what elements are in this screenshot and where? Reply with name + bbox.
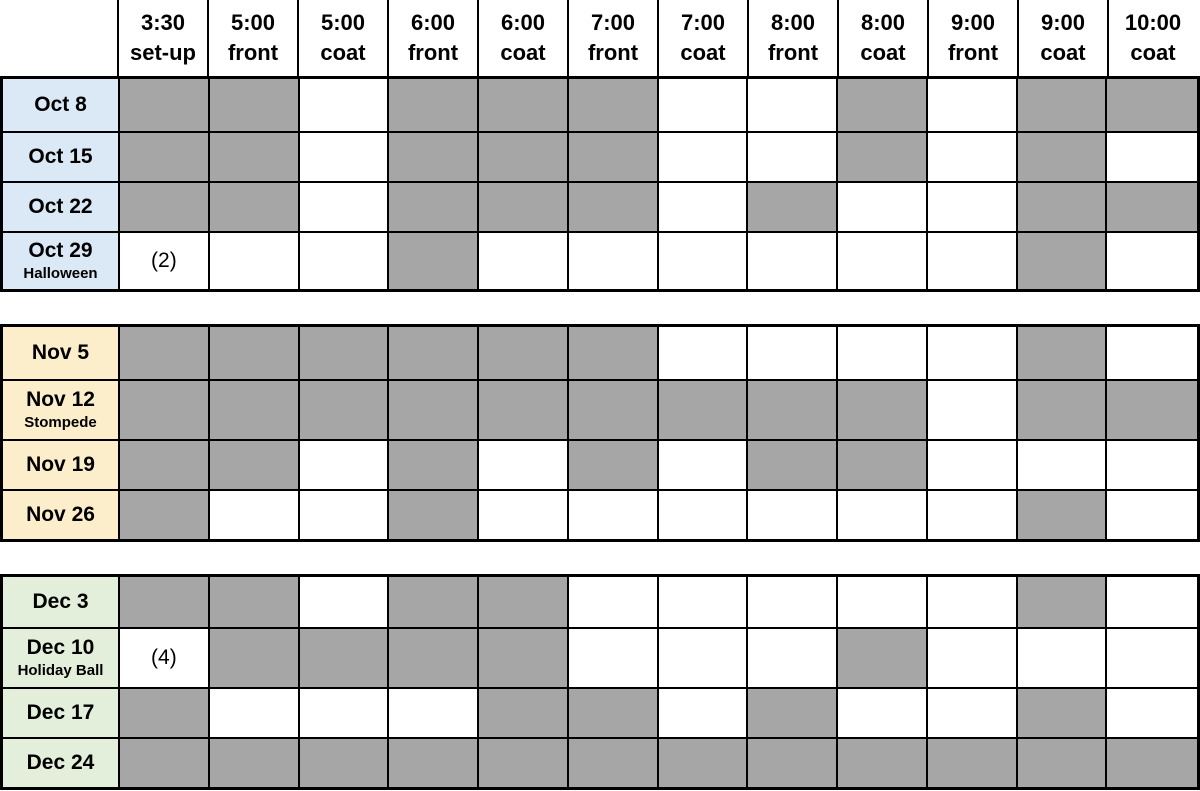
shift-cell-filled[interactable] — [569, 183, 659, 231]
column-time: 8:00 — [860, 10, 906, 35]
shift-cell-open[interactable] — [659, 183, 749, 231]
shift-cell-open[interactable] — [479, 233, 569, 289]
shift-cell-open[interactable] — [928, 381, 1018, 439]
shift-cell-filled[interactable] — [389, 233, 479, 289]
column-header — [297, 0, 387, 76]
shift-cell-open[interactable] — [1018, 441, 1108, 489]
event-name: Holiday Ball — [17, 662, 104, 679]
date-text: Nov 19 — [26, 453, 95, 476]
shift-cell-filled[interactable] — [389, 441, 479, 489]
shift-cell-filled[interactable] — [210, 577, 300, 627]
shift-cell-filled[interactable] — [120, 491, 210, 539]
date-label — [3, 491, 120, 539]
date-label — [3, 79, 120, 131]
column-time: 6:00 — [410, 10, 456, 35]
shift-cell-open[interactable] — [300, 441, 390, 489]
shift-cell-filled[interactable] — [1018, 689, 1108, 737]
date-label — [3, 233, 120, 289]
shift-cell-filled[interactable] — [120, 689, 210, 737]
shift-cell-filled[interactable] — [479, 739, 569, 787]
shift-cell-filled[interactable] — [569, 133, 659, 181]
shift-cell-filled[interactable] — [1018, 183, 1108, 231]
shift-cell-filled[interactable] — [1018, 133, 1108, 181]
shift-cell-open[interactable] — [928, 233, 1018, 289]
shift-cell-open[interactable] — [479, 491, 569, 539]
schedule-row — [3, 489, 1197, 539]
column-role: coat — [500, 40, 546, 65]
shift-cell-open[interactable] — [120, 629, 210, 687]
shift-cell-filled[interactable] — [120, 381, 210, 439]
shift-cell-filled[interactable] — [838, 133, 928, 181]
shift-cell-open[interactable] — [838, 491, 928, 539]
date-label — [3, 183, 120, 231]
shift-cell-open[interactable] — [838, 233, 928, 289]
shift-cell-filled[interactable] — [479, 327, 569, 379]
shift-cell-filled[interactable] — [210, 381, 300, 439]
column-header — [207, 0, 297, 76]
shift-cell-filled[interactable] — [210, 327, 300, 379]
date-text: Nov 12 — [26, 388, 95, 411]
shift-cell-open[interactable] — [659, 79, 749, 131]
shift-cell-filled[interactable] — [210, 79, 300, 131]
column-role: front — [767, 40, 819, 65]
month-section-dec — [0, 574, 1200, 790]
shift-cell-open[interactable] — [748, 577, 838, 627]
shift-cell-open[interactable] — [300, 183, 390, 231]
shift-cell-open[interactable] — [1107, 441, 1197, 489]
shift-cell-filled[interactable] — [1018, 79, 1108, 131]
shift-cell-filled[interactable] — [838, 441, 928, 489]
shift-cell-filled[interactable] — [1018, 577, 1108, 627]
date-text: Oct 29 — [28, 239, 93, 262]
shift-cell-open[interactable] — [838, 327, 928, 379]
column-header — [657, 0, 747, 76]
date-label — [3, 441, 120, 489]
date-label — [3, 381, 120, 439]
shift-cell-filled[interactable] — [389, 491, 479, 539]
shift-cell-open[interactable] — [748, 79, 838, 131]
date-label — [3, 327, 120, 379]
volunteer-count-note: (4) — [151, 646, 177, 669]
shift-cell-filled[interactable] — [389, 183, 479, 231]
date-text: Oct 15 — [28, 145, 93, 168]
column-time: 9:00 — [950, 10, 996, 35]
shift-cell-filled[interactable] — [210, 133, 300, 181]
shift-cell-filled[interactable] — [120, 79, 210, 131]
column-time: 10:00 — [1124, 10, 1182, 35]
shift-cell-filled[interactable] — [928, 739, 1018, 787]
column-role: front — [947, 40, 999, 65]
shift-cell-filled[interactable] — [1107, 183, 1197, 231]
shift-cell-filled[interactable] — [479, 577, 569, 627]
shift-cell-open[interactable] — [928, 441, 1018, 489]
column-time: 9:00 — [1040, 10, 1086, 35]
shift-cell-open[interactable] — [389, 689, 479, 737]
shift-cell-open[interactable] — [1107, 327, 1197, 379]
column-role: front — [407, 40, 459, 65]
schedule-row — [3, 379, 1197, 439]
shift-cell-filled[interactable] — [1107, 381, 1197, 439]
shift-cell-open[interactable] — [838, 577, 928, 627]
column-time: 7:00 — [680, 10, 726, 35]
column-header — [1017, 0, 1107, 76]
shift-cell-open[interactable] — [928, 689, 1018, 737]
shift-cell-open[interactable] — [300, 233, 390, 289]
shift-cell-filled[interactable] — [389, 133, 479, 181]
column-header — [837, 0, 927, 76]
date-label — [3, 689, 120, 737]
column-role: front — [227, 40, 279, 65]
shift-cell-filled[interactable] — [1018, 491, 1108, 539]
shift-cell-filled[interactable] — [479, 381, 569, 439]
shift-cell-filled[interactable] — [1018, 233, 1108, 289]
shift-cell-filled[interactable] — [748, 739, 838, 787]
shift-cell-filled[interactable] — [479, 79, 569, 131]
shift-cell-open[interactable] — [569, 491, 659, 539]
shift-cell-open[interactable] — [748, 233, 838, 289]
schedule-row — [3, 181, 1197, 231]
shift-cell-open[interactable] — [210, 491, 300, 539]
schedule-row — [3, 627, 1197, 687]
shift-cell-open[interactable] — [928, 183, 1018, 231]
date-label — [3, 577, 120, 627]
date-label — [3, 629, 120, 687]
column-time: 3:30 — [140, 10, 186, 35]
header-corner — [0, 0, 118, 76]
shift-cell-filled[interactable] — [120, 577, 210, 627]
shift-cell-filled[interactable] — [389, 381, 479, 439]
date-text: Nov 26 — [26, 503, 95, 526]
shift-cell-filled[interactable] — [210, 629, 300, 687]
shift-cell-filled[interactable] — [569, 689, 659, 737]
schedule-row — [3, 327, 1197, 379]
column-header-row — [0, 0, 1200, 76]
date-text: Dec 24 — [26, 751, 95, 774]
date-label — [3, 739, 120, 787]
column-header — [117, 0, 207, 76]
shift-cell-open[interactable] — [928, 491, 1018, 539]
shift-cell-filled[interactable] — [389, 739, 479, 787]
shift-cell-open[interactable] — [300, 689, 390, 737]
shift-cell-filled[interactable] — [479, 133, 569, 181]
shift-cell-open[interactable] — [300, 577, 390, 627]
shift-cell-filled[interactable] — [389, 79, 479, 131]
shift-cell-open[interactable] — [838, 183, 928, 231]
shift-cell-open[interactable] — [1018, 629, 1108, 687]
shift-cell-open[interactable] — [1107, 233, 1197, 289]
shift-cell-filled[interactable] — [838, 381, 928, 439]
schedule-row — [3, 231, 1197, 289]
shift-cell-filled[interactable] — [120, 441, 210, 489]
shift-cell-filled[interactable] — [838, 629, 928, 687]
column-time: 5:00 — [230, 10, 276, 35]
column-role: coat — [320, 40, 366, 65]
date-text: Dec 10 — [26, 636, 95, 659]
shift-cell-filled[interactable] — [1018, 381, 1108, 439]
shift-cell-open[interactable] — [838, 689, 928, 737]
shift-cell-filled[interactable] — [1107, 739, 1197, 787]
shift-cell-open[interactable] — [659, 491, 749, 539]
column-header — [567, 0, 657, 76]
shift-cell-open[interactable] — [748, 327, 838, 379]
shift-cell-open[interactable] — [210, 233, 300, 289]
shift-cell-open[interactable] — [928, 577, 1018, 627]
event-name: Stompede — [24, 414, 97, 431]
shift-cell-open[interactable] — [659, 689, 749, 737]
shift-cell-filled[interactable] — [120, 739, 210, 787]
column-role: coat — [680, 40, 726, 65]
column-time: 5:00 — [320, 10, 366, 35]
shift-cell-filled[interactable] — [210, 183, 300, 231]
column-header — [387, 0, 477, 76]
shift-cell-filled[interactable] — [569, 327, 659, 379]
shift-cell-open[interactable] — [569, 629, 659, 687]
shift-cell-filled[interactable] — [120, 133, 210, 181]
shift-cell-filled[interactable] — [389, 327, 479, 379]
column-role: coat — [1040, 40, 1086, 65]
shift-cell-filled[interactable] — [120, 183, 210, 231]
shift-cell-open[interactable] — [120, 233, 210, 289]
column-role: set-up — [130, 40, 196, 65]
shift-cell-filled[interactable] — [659, 381, 749, 439]
column-role: coat — [1130, 40, 1176, 65]
shift-cell-open[interactable] — [1107, 689, 1197, 737]
shift-cell-open[interactable] — [210, 689, 300, 737]
schedule-row — [3, 577, 1197, 627]
date-text: Dec 17 — [26, 701, 95, 724]
column-role: coat — [860, 40, 906, 65]
shift-cell-open[interactable] — [928, 133, 1018, 181]
shift-cell-open[interactable] — [659, 133, 749, 181]
shift-cell-filled[interactable] — [569, 381, 659, 439]
shift-cell-filled[interactable] — [120, 327, 210, 379]
shift-cell-open[interactable] — [659, 629, 749, 687]
shift-cell-filled[interactable] — [210, 441, 300, 489]
shift-cell-open[interactable] — [659, 233, 749, 289]
date-text: Oct 8 — [34, 93, 87, 116]
shift-cell-open[interactable] — [1107, 133, 1197, 181]
column-time: 6:00 — [500, 10, 546, 35]
shift-cell-open[interactable] — [748, 629, 838, 687]
column-header — [477, 0, 567, 76]
shift-cell-filled[interactable] — [569, 79, 659, 131]
shift-cell-open[interactable] — [748, 133, 838, 181]
event-name: Halloween — [23, 265, 98, 282]
shift-cell-filled[interactable] — [479, 183, 569, 231]
shift-cell-filled[interactable] — [1018, 327, 1108, 379]
shift-cell-open[interactable] — [300, 491, 390, 539]
shift-cell-filled[interactable] — [748, 183, 838, 231]
shift-cell-open[interactable] — [1107, 629, 1197, 687]
shift-cell-open[interactable] — [569, 577, 659, 627]
shift-cell-filled[interactable] — [300, 629, 390, 687]
column-role: front — [587, 40, 639, 65]
month-section-oct — [0, 76, 1200, 292]
shift-cell-filled[interactable] — [748, 381, 838, 439]
date-label — [3, 133, 120, 181]
shift-cell-filled[interactable] — [1107, 79, 1197, 131]
shift-cell-filled[interactable] — [300, 381, 390, 439]
schedule-row — [3, 687, 1197, 737]
shift-cell-filled[interactable] — [748, 441, 838, 489]
shift-cell-open[interactable] — [1107, 577, 1197, 627]
shift-cell-filled[interactable] — [210, 739, 300, 787]
date-text: Oct 22 — [28, 195, 93, 218]
column-header — [1107, 0, 1197, 76]
schedule-row — [3, 737, 1197, 787]
schedule-row — [3, 439, 1197, 489]
shift-cell-open[interactable] — [659, 441, 749, 489]
shift-cell-filled[interactable] — [838, 739, 928, 787]
shift-cell-open[interactable] — [479, 441, 569, 489]
column-header — [747, 0, 837, 76]
column-time: 8:00 — [770, 10, 816, 35]
shift-cell-filled[interactable] — [569, 441, 659, 489]
shift-cell-filled[interactable] — [479, 689, 569, 737]
shift-cell-open[interactable] — [659, 577, 749, 627]
shift-cell-open[interactable] — [928, 629, 1018, 687]
shift-cell-open[interactable] — [300, 133, 390, 181]
shift-cell-filled[interactable] — [389, 577, 479, 627]
month-section-nov — [0, 324, 1200, 542]
shift-cell-filled[interactable] — [659, 739, 749, 787]
column-time: 7:00 — [590, 10, 636, 35]
volunteer-count-note: (2) — [151, 249, 177, 272]
shift-cell-filled[interactable] — [300, 327, 390, 379]
shift-cell-open[interactable] — [928, 327, 1018, 379]
shift-cell-open[interactable] — [569, 233, 659, 289]
shift-cell-open[interactable] — [1107, 491, 1197, 539]
shift-cell-filled[interactable] — [838, 79, 928, 131]
shift-cell-open[interactable] — [928, 79, 1018, 131]
schedule-row — [3, 79, 1197, 131]
shift-cell-open[interactable] — [300, 79, 390, 131]
shift-cell-filled[interactable] — [479, 629, 569, 687]
shift-cell-filled[interactable] — [1018, 739, 1108, 787]
shift-cell-open[interactable] — [748, 491, 838, 539]
column-header — [927, 0, 1017, 76]
shift-cell-filled[interactable] — [569, 739, 659, 787]
date-text: Nov 5 — [31, 341, 90, 364]
shift-cell-open[interactable] — [659, 327, 749, 379]
shift-cell-filled[interactable] — [748, 689, 838, 737]
shift-cell-filled[interactable] — [300, 739, 390, 787]
shift-cell-filled[interactable] — [389, 629, 479, 687]
date-text: Dec 3 — [32, 590, 89, 613]
schedule-row — [3, 131, 1197, 181]
